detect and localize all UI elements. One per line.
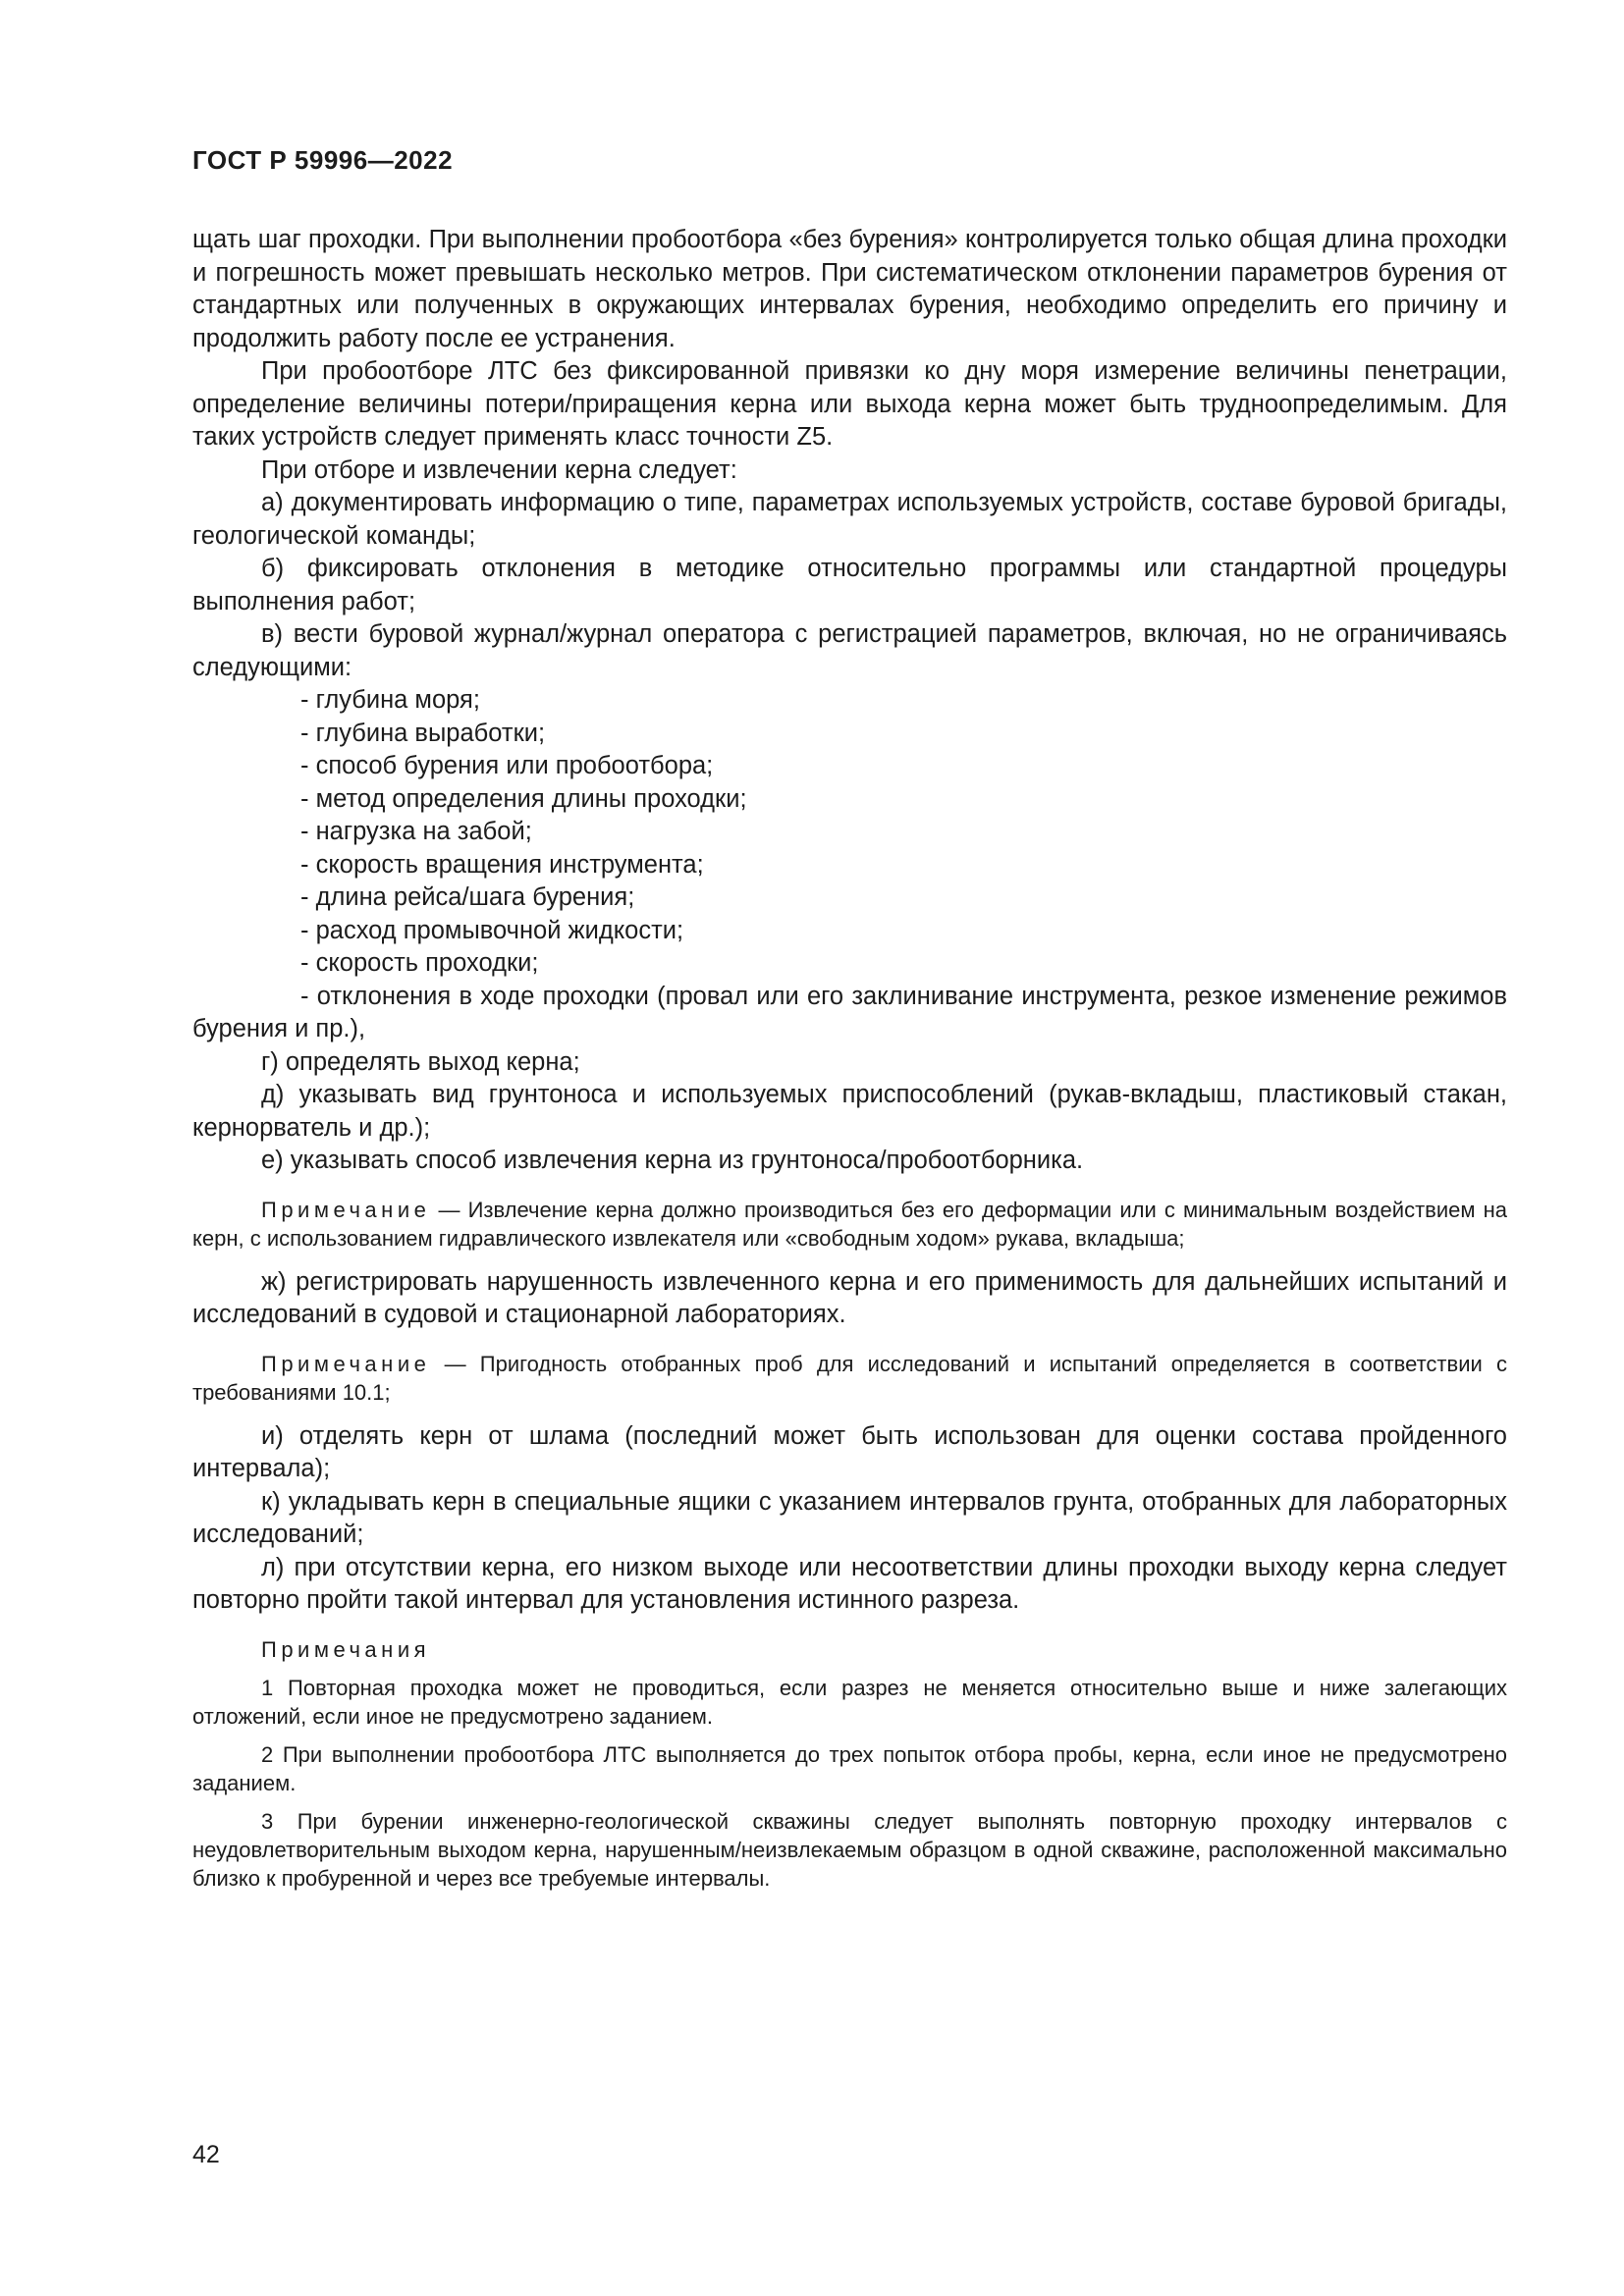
paragraph-lts: При пробоотборе ЛТС без фиксированной привязки ко дну моря измерение величины пенетрации, определение величины потери/приращения керна или выхода керна может быть трудноопределимым. Для таких устройств следует применять класс точности Z5. bbox=[192, 357, 1507, 451]
dash-item: - длина рейса/шага бурения; bbox=[300, 883, 635, 911]
note-item-1: 1 Повторная проходка может не проводиться, если разрез не меняется относительно выше и ниже залегающих отложений, если иное не предусмотрено заданием. bbox=[192, 1675, 1507, 1729]
dash-item: - нагрузка на забой; bbox=[300, 818, 532, 845]
dash-item: - расход промывочной жидкости; bbox=[300, 916, 684, 944]
list-item-a: а) документировать информацию о типе, параметрах используемых устройств, составе буровой бригады, геологической команды; bbox=[192, 489, 1507, 550]
list-item-zh: ж) регистрировать нарушенность извлеченного керна и его применимость для дальнейших испытаний и исследований в судовой и стационарной лабораториях. bbox=[192, 1267, 1507, 1328]
dash-item: - способ бурения или пробоотбора; bbox=[300, 752, 714, 779]
notes-heading bbox=[192, 1635, 1507, 1664]
note-label: Примечание bbox=[261, 1351, 431, 1376]
dash-list bbox=[192, 684, 1507, 981]
list-item-v: в) вести буровой журнал/журнал оператора с регистрацией параметров, включая, но не ограничиваясь следующими: bbox=[192, 620, 1507, 681]
dash-item: - глубина моря; bbox=[300, 686, 480, 714]
list-item-l: л) при отсутствии керна, его низком выходе или несоответствии длины проходки выходу керна следует повторно пройти такой интервал для установления истинного разреза. bbox=[192, 1553, 1507, 1614]
note-1 bbox=[192, 1196, 1507, 1253]
note-2 bbox=[192, 1350, 1507, 1407]
note-label: Примечание bbox=[261, 1197, 431, 1222]
note-item-2: 2 При выполнении пробоотбора ЛТС выполняется до трех попыток отбора пробы, керна, если иное не предусмотрено заданием. bbox=[192, 1741, 1507, 1795]
page-number: 42 bbox=[192, 2141, 220, 2168]
dash-item: - глубина выработки; bbox=[300, 719, 546, 747]
list-item-e: е) указывать способ извлечения керна из грунтоноса/пробоотборника. bbox=[261, 1147, 1084, 1174]
list-item-i: и) отделять керн от шлама (последний может быть использован для оценки состава пройденного интервала); bbox=[192, 1421, 1507, 1482]
notes-label: Примечания bbox=[261, 1636, 431, 1662]
note-text: — Пригодность отобранных проб для исследований и испытаний определяется в соответствии с требованиями 10.1; bbox=[192, 1351, 1507, 1405]
note-item-3: 3 При бурении инженерно-геологической скважины следует выполнять повторную проходку интервалов с неудовлетворительным выходом керна, нарушенным/неизвлекаемым образцом в одной скважине, расположенной максимально близко к пробуренной и через все требуемые интервалы. bbox=[192, 1808, 1507, 1891]
dash-item: - скорость вращения инструмента; bbox=[300, 850, 704, 879]
list-item-k: к) укладывать керн в специальные ящики с указанием интервалов грунта, отобранных для лабораторных исследований; bbox=[192, 1487, 1507, 1548]
paragraph-core-intro: При отборе и извлечении керна следует: bbox=[261, 455, 737, 484]
paragraph-continuation: щать шаг проходки. При выполнении пробоотбора «без бурения» контролируется только общая длина проходки и погрешность может превышать несколько метров. При систематическом отклонении параметров бурения от стандартных или полученных в окружающих интервалах бурения, необходимо определить его причину и продолжить работу после ее устранения. bbox=[192, 226, 1507, 352]
list-item-b: б) фиксировать отклонения в методике относительно программы или стандартной процедуры выполнения работ; bbox=[192, 555, 1507, 615]
dash-item-last: - отклонения в ходе проходки (провал или его заклинивание инструмента, резкое изменение режимов бурения и пр.), bbox=[192, 982, 1507, 1042]
dash-item: - метод определения длины проходки; bbox=[300, 784, 747, 813]
list-item-d: д) указывать вид грунтоноса и используемых приспособлений (рукав-вкладыш, пластиковый стакан, кернорватель и др.); bbox=[192, 1081, 1507, 1142]
note-text: — Извлечение керна должно производиться без его деформации или с минимальным воздействием на керн, с использованием гидравлического извлекателя или «свободным ходом» рукава, вкладыша; bbox=[192, 1197, 1507, 1251]
document-body bbox=[192, 224, 1507, 1893]
document-header: ГОСТ Р 59996—2022 bbox=[192, 145, 454, 175]
dash-item: - скорость проходки; bbox=[300, 949, 539, 977]
list-item-g: г) определять выход керна; bbox=[261, 1047, 580, 1076]
